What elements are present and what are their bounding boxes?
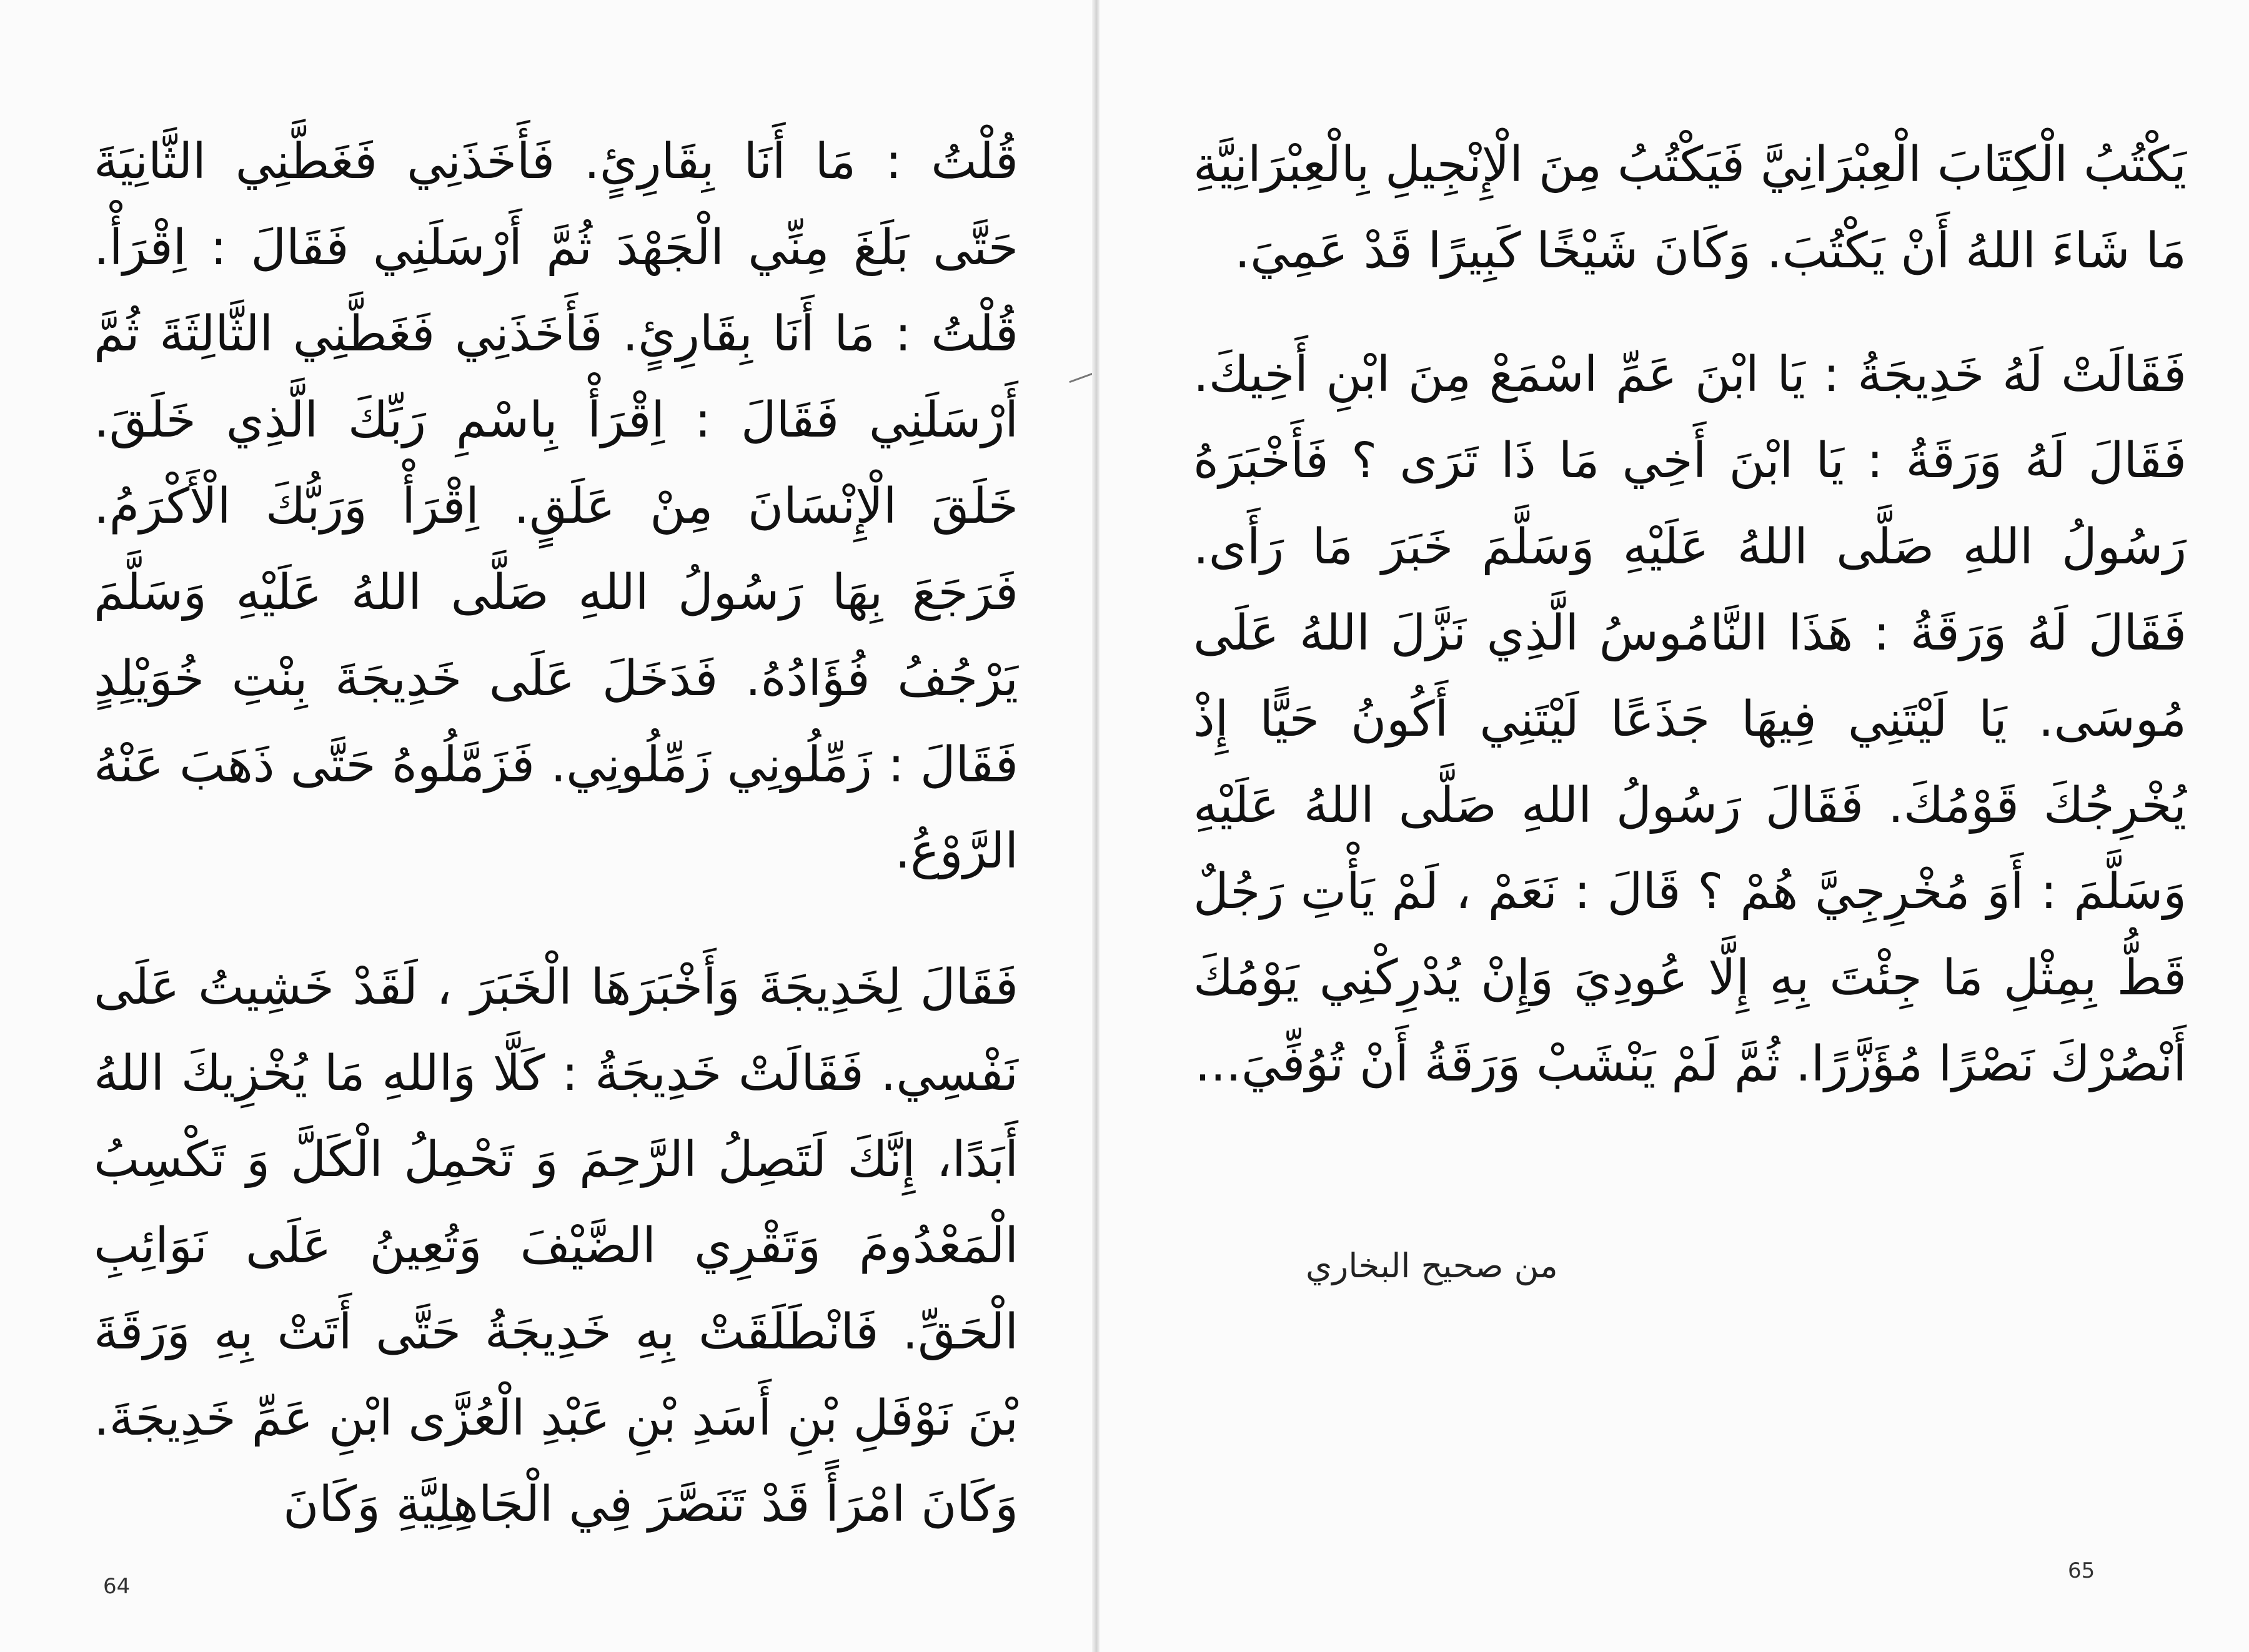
left-paragraph-1: قُلْتُ : مَا أَنَا بِقَارِئٍ. فَأَخَذَنِي فَغَطَّنِي الثَّانِيَةَ حَتَّى بَلَغَ مِنِّي الْجَهْدَ ثُمَّ أَرْسَلَنِي فَقَالَ : اِقْرَأْ. قُلْتُ : مَا أَنَا بِقَارِئٍ. فَأَخَذَنِي فَغَطَّنِي الثَّالِثَةَ ثُمَّ أَرْسَلَنِي فَقَالَ : اِقْرَأْ بِاسْمِ رَبِّكَ الَّذِي خَلَقَ. خَلَقَ الْإِنْسَانَ مِنْ عَلَقٍ. اِقْرَأْ وَرَبُّكَ الْأَكْرَمُ. فَرَجَعَ بِهَا رَسُولُ اللهِ صَلَّى اللهُ عَلَيْهِ وَسَلَّمَ يَرْجُفُ فُؤَادُهُ. فَدَخَلَ عَلَى خَدِيجَةَ بِنْتِ خُوَيْلِدٍ فَقَالَ : زَمِّلُونِي زَمِّلُونِي. فَزَمَّلُوهُ حَتَّى ذَهَبَ عَنْهُ الرَّوْعُ. <box>94 134 1018 879</box>
right-page-text <box>1193 122 2187 1107</box>
page-number-left: 64 <box>103 1574 131 1599</box>
left-page-text <box>94 119 1018 1548</box>
left-paragraph-2: فَقَالَ لِخَدِيجَةَ وَأَخْبَرَهَا الْخَبَرَ ، لَقَدْ خَشِيتُ عَلَى نَفْسِي. فَقَالَتْ خَدِيجَةُ : كَلَّا وَاللهِ مَا يُخْزِيكَ اللهُ أَبَدًا، إِنَّكَ لَتَصِلُ الرَّحِمَ وَ تَحْمِلُ الْكَلَّ وَ تَكْسِبُ الْمَعْدُومَ وَتَقْرِي الضَّيْفَ وَتُعِينُ عَلَى نَوَائِبِ الْحَقِّ. فَانْطَلَقَتْ بِهِ خَدِيجَةُ حَتَّى أَتَتْ بِهِ وَرَقَةَ بْنَ نَوْفَلِ بْنِ أَسَدِ بْنِ عَبْدِ الْعُزَّى ابْنِ عَمِّ خَدِيجَةَ. وَكَانَ امْرَأً قَدْ تَنَصَّرَ فِي الْجَاهِلِيَّةِ وَكَانَ <box>94 959 1018 1533</box>
right-paragraph-1: يَكْتُبُ الْكِتَابَ الْعِبْرَانِيَّ فَيَكْتُبُ مِنَ الْإِنْجِيلِ بِالْعِبْرَانِيَّةِ مَا شَاءَ اللهُ أَنْ يَكْتُبَ. وَكَانَ شَيْخًا كَبِيرًا قَدْ عَمِيَ. <box>1193 137 2187 279</box>
right-paragraph-2: فَقَالَتْ لَهُ خَدِيجَةُ : يَا ابْنَ عَمِّ اسْمَعْ مِنَ ابْنِ أَخِيكَ. فَقَالَ لَهُ وَرَقَةُ : يَا ابْنَ أَخِي مَا ذَا تَرَى ؟ فَأَخْبَرَهُ رَسُولُ اللهِ صَلَّى اللهُ عَلَيْهِ وَسَلَّمَ خَبَرَ مَا رَأَى. فَقَالَ لَهُ وَرَقَةُ : هَذَا النَّامُوسُ الَّذِي نَزَّلَ اللهُ عَلَى مُوسَى. يَا لَيْتَنِي فِيهَا جَذَعًا لَيْتَنِي أَكُونُ حَيًّا إِذْ يُخْرِجُكَ قَوْمُكَ. فَقَالَ رَسُولُ اللهِ صَلَّى اللهُ عَلَيْهِ وَسَلَّمَ : أَوَ مُخْرِجِيَّ هُمْ ؟ قَالَ : نَعَمْ ، لَمْ يَأْتِ رَجُلٌ قَطُّ بِمِثْلِ مَا جِئْتَ بِهِ إِلَّا عُودِيَ وَإِنْ يُدْرِكْنِي يَوْمُكَ أَنْصُرْكَ نَصْرًا مُؤَزَّرًا. ثُمَّ لَمْ يَنْشَبْ وَرَقَةُ أَنْ تُوُفِّيَ... <box>1193 347 2187 1092</box>
book-gutter <box>1092 0 1100 1652</box>
left-page <box>0 0 1092 1652</box>
page-number-right: 65 <box>2068 1558 2095 1583</box>
right-page <box>1100 0 2249 1652</box>
source-attribution: من صحيح البخاري <box>1306 1246 1558 1285</box>
